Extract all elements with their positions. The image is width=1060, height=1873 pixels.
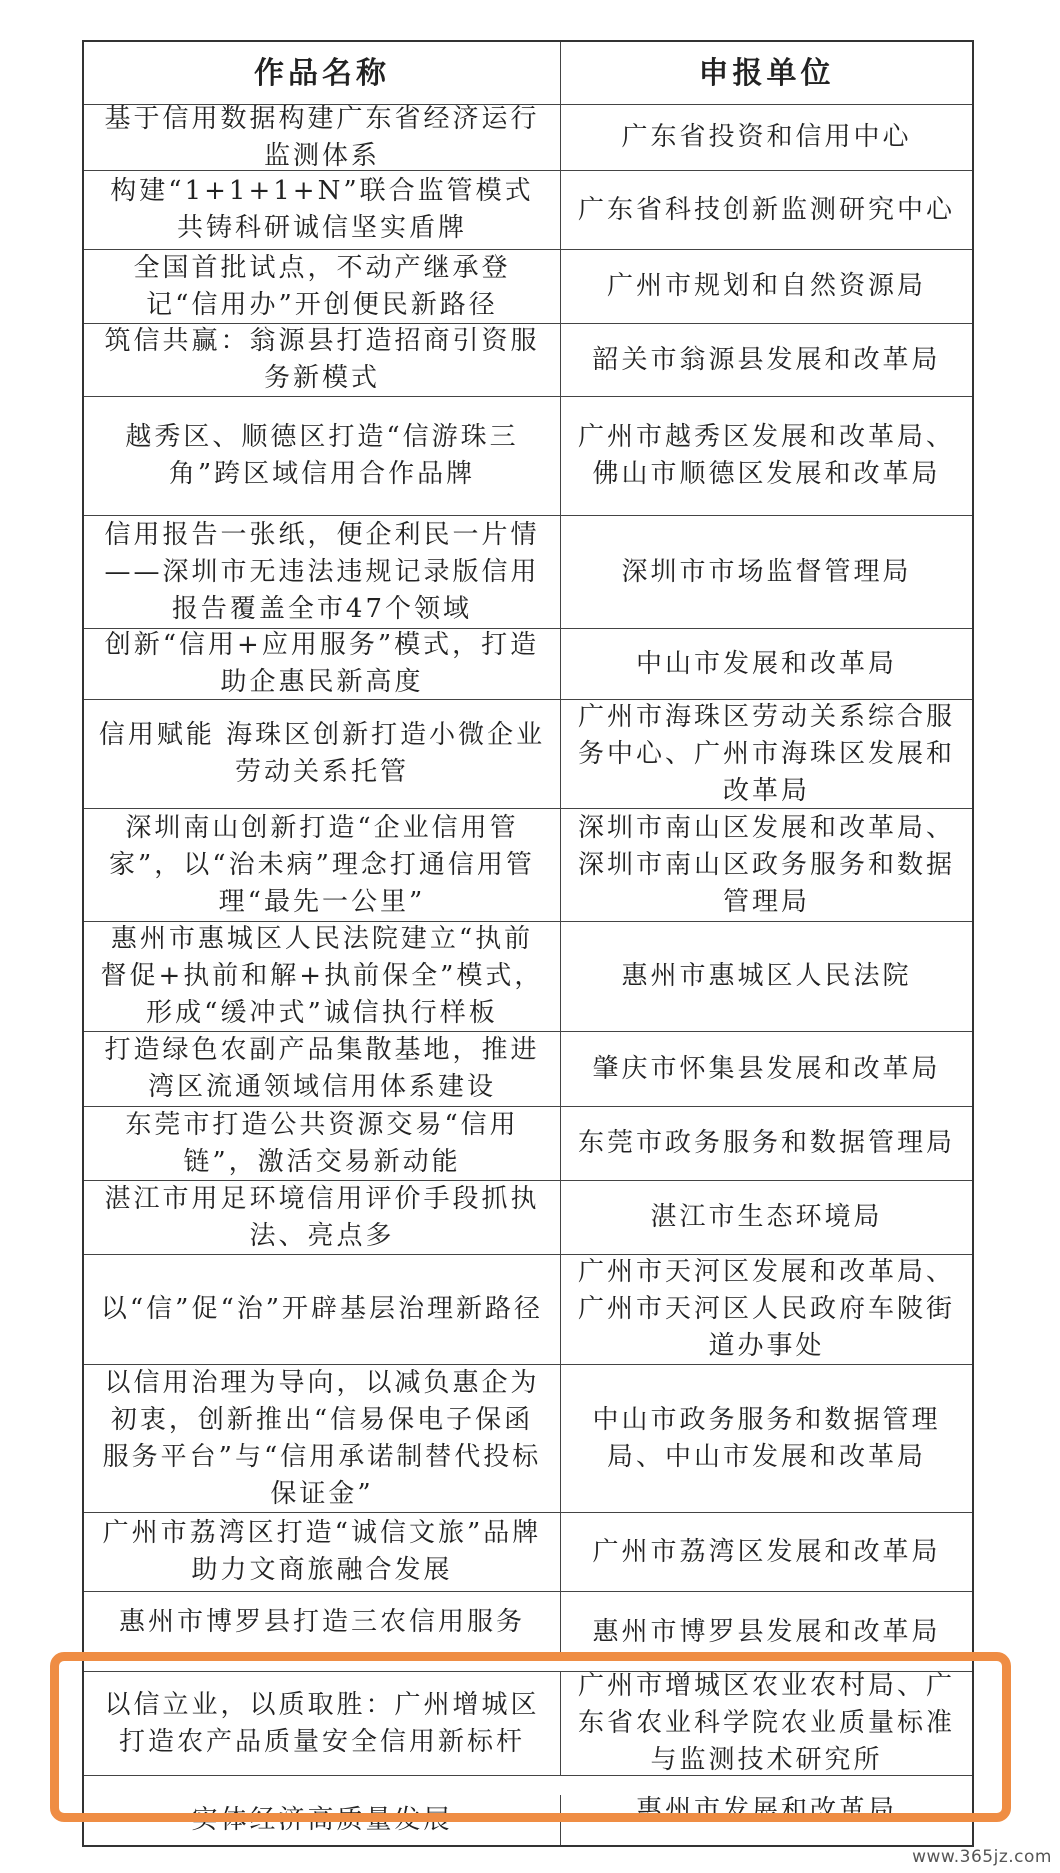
row-name: 实体经济高质量发展: [84, 1795, 561, 1845]
table-row: [84, 921, 972, 1031]
row-unit: 惠州市博罗县发展和改革局: [592, 1616, 941, 1647]
highlight-frame: [50, 1652, 1011, 1822]
row-name: 湛江市用足环境信用评价手段抓执法、亮点多: [84, 1181, 561, 1254]
table-row: [84, 104, 972, 170]
row-unit: 广州市海珠区劳动关系综合服务中心、广州市海珠区发展和改革局: [577, 701, 955, 806]
row-unit: 湛江市生态环境局: [650, 1202, 883, 1232]
awards-table: [82, 40, 974, 1847]
row-name: 基于信用数据构建广东省经济运行监测体系: [84, 105, 561, 170]
row-unit: 广州市荔湾区发展和改革局: [592, 1536, 941, 1567]
table-row: [84, 515, 972, 628]
table-row: [84, 699, 972, 808]
row-name: 创新“信用+应用服务”模式，打造助企惠民新高度: [84, 629, 561, 699]
row-name: 惠州市惠城区人民法院建立“执前督促+执前和解+执前保全”模式，形成“缓冲式”诚信执行样板: [84, 922, 561, 1031]
row-name: 广州市荔湾区打造“诚信文旅”品牌助力文商旅融合发展: [84, 1513, 561, 1591]
row-name: 全国首批试点，不动产继承登记“信用办”开创便民新路径: [84, 250, 561, 323]
row-name: 筑信共赢：翁源县打造招商引资服务新模式: [84, 324, 561, 396]
table-row: [84, 249, 972, 323]
row-name: 信用报告一张纸，便企利民一片情——深圳市无违法违规记录版信用报告覆盖全市47个领域: [84, 516, 561, 628]
row-unit: 中山市政务服务和数据管理局、中山市发展和改革局: [592, 1404, 941, 1472]
row-unit: 广东省投资和信用中心: [621, 122, 912, 152]
table-row: [84, 1031, 972, 1106]
table-row: [84, 1180, 972, 1254]
table-row: [84, 396, 972, 515]
header-unit: 申报单位: [698, 55, 835, 91]
row-unit: 广州市天河区发展和改革局、广州市天河区人民政府车陂街道办事处: [577, 1257, 955, 1361]
table-row: [84, 170, 972, 249]
header-name: 作品名称: [84, 42, 561, 104]
row-name: 以“信”促“治”开辟基层治理新路径: [84, 1255, 561, 1364]
row-name: 以信用治理为导向，以减负惠企为初衷，创新推出“信易保电子保函服务平台”与“信用承诺制替代投标保证金”: [84, 1365, 561, 1512]
table-row: [84, 628, 972, 699]
row-unit: 广州市规划和自然资源局: [606, 271, 926, 301]
row-unit: 广州市增城区农业农村局、广东省农业科学院农业质量标准与监测技术研究所: [577, 1671, 955, 1775]
row-unit: 肇庆市怀集县发展和改革局: [592, 1053, 941, 1084]
row-unit: 韶关市翁源县发展和改革局: [592, 344, 941, 375]
row-name: 东莞市打造公共资源交易“信用链”，激活交易新动能: [84, 1107, 561, 1180]
row-unit: 广州市越秀区发展和改革局、佛山市顺德区发展和改革局: [577, 422, 955, 489]
row-unit: 中山市发展和改革局: [635, 648, 897, 679]
table-row: [84, 323, 972, 396]
row-name: 信用赋能 海珠区创新打造小微企业劳动关系托管: [84, 700, 561, 808]
table-row: [84, 1254, 972, 1364]
table-header: [84, 42, 972, 104]
row-name: 越秀区、顺德区打造“信游珠三角”跨区域信用合作品牌: [84, 397, 561, 515]
table-row: [84, 1364, 972, 1512]
row-name: 打造绿色农副产品集散基地，推进湾区流通领域信用体系建设: [84, 1032, 561, 1106]
watermark: www.365jz.com: [912, 1847, 1052, 1867]
row-unit: 东莞市政务服务和数据管理局: [577, 1128, 955, 1158]
row-unit: 广东省科技创新监测研究中心: [577, 194, 955, 225]
table-row: [84, 808, 972, 921]
row-name: 深圳南山创新打造“企业信用管家”，以“治未病”理念打通信用管理“最先一公里”: [84, 809, 561, 921]
row-unit: 惠州市惠城区人民法院: [621, 961, 912, 991]
table-row: [84, 1512, 972, 1591]
row-unit: 深圳市南山区发展和改革局、深圳市南山区政务服务和数据管理局: [577, 812, 955, 917]
row-name: 以信立业，以质取胜：广州增城区打造农产品质量安全信用新标杆: [84, 1672, 561, 1775]
row-unit: 惠州市发展和改革局: [635, 1794, 897, 1825]
row-unit: 深圳市市场监督管理局: [621, 556, 912, 587]
row-name: 构建“1+1+1+N”联合监管模式共铸科研诚信坚实盾牌: [84, 171, 561, 249]
table-row: [84, 1106, 972, 1180]
row-name: 惠州市博罗县打造三农信用服务: [84, 1592, 561, 1652]
